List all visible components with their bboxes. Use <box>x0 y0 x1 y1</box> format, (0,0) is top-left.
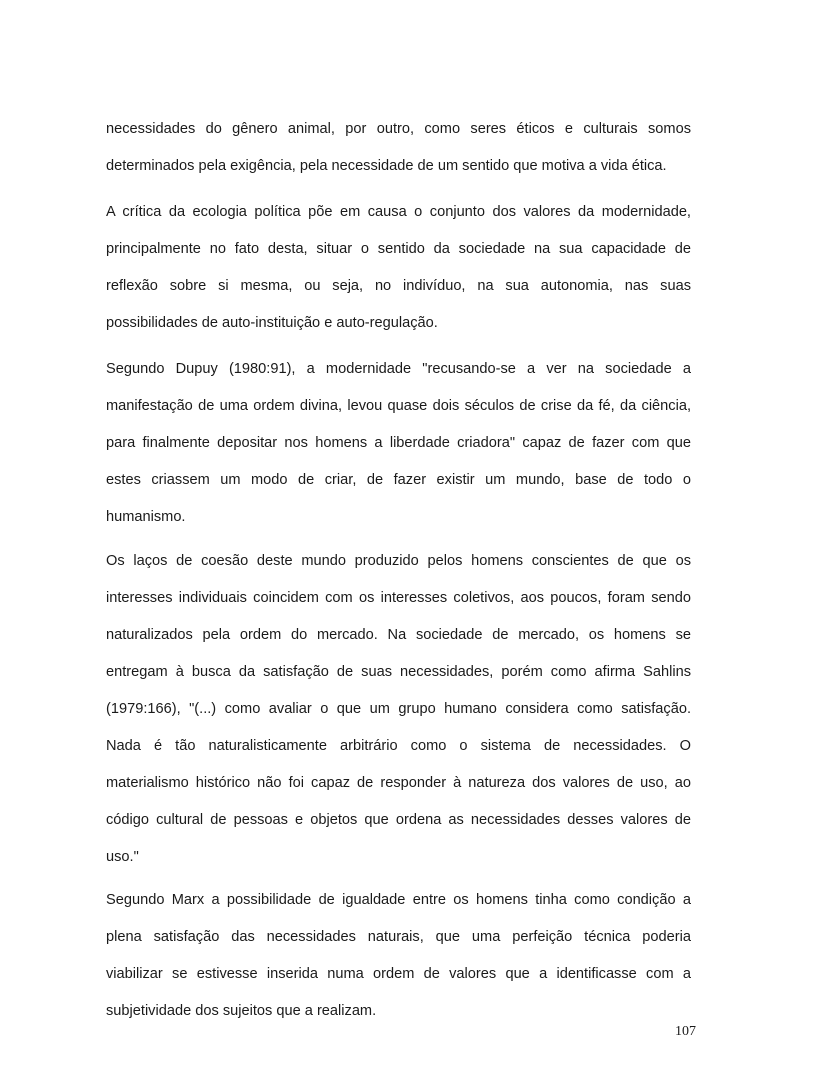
text-line: código cultural de pessoas e objetos que ordena as necessidades desses valores de <box>106 812 691 828</box>
text-line: materialismo histórico não foi capaz de responder à natureza dos valores de uso, ao <box>106 775 691 791</box>
text-line: para finalmente depositar nos homens a liberdade criadora" capaz de fazer com que <box>106 435 691 451</box>
text-line: manifestação de uma ordem divina, levou quase dois séculos de crise da fé, da ciência, <box>106 398 691 414</box>
text-line: uso." <box>106 849 139 865</box>
text-line: Os laços de coesão deste mundo produzido pelos homens conscientes de que os <box>106 553 691 569</box>
text-line: reflexão sobre si mesma, ou seja, no indivíduo, na sua autonomia, nas suas <box>106 278 691 294</box>
page-number: 107 <box>675 1024 696 1039</box>
text-line: estes criassem um modo de criar, de fazer existir um mundo, base de todo o <box>106 472 691 488</box>
text-line: interesses individuais coincidem com os interesses coletivos, aos poucos, foram sendo <box>106 590 691 606</box>
text-line: plena satisfação das necessidades naturais, que uma perfeição técnica poderia <box>106 929 691 945</box>
text-line: Nada é tão naturalisticamente arbitrário como o sistema de necessidades. O <box>106 738 691 754</box>
text-line: naturalizados pela ordem do mercado. Na sociedade de mercado, os homens se <box>106 627 691 643</box>
text-line: entregam à busca da satisfação de suas necessidades, porém como afirma Sahlins <box>106 664 691 680</box>
text-line: Segundo Marx a possibilidade de igualdade entre os homens tinha como condição a <box>106 892 691 908</box>
text-line: principalmente no fato desta, situar o sentido da sociedade na sua capacidade de <box>106 241 691 257</box>
text-line: A crítica da ecologia política põe em causa o conjunto dos valores da modernidade, <box>106 204 691 220</box>
text-line: possibilidades de auto-instituição e auto-regulação. <box>106 315 438 331</box>
text-line: necessidades do gênero animal, por outro, como seres éticos e culturais somos <box>106 121 691 137</box>
text-line: Segundo Dupuy (1980:91), a modernidade "recusando-se a ver na sociedade a <box>106 361 691 377</box>
text-line: (1979:166), "(...) como avaliar o que um grupo humano considera como satisfação. <box>106 701 691 717</box>
text-line: humanismo. <box>106 509 186 525</box>
text-line: viabilizar se estivesse inserida numa ordem de valores que a identificasse com a <box>106 966 691 982</box>
text-line: determinados pela exigência, pela necessidade de um sentido que motiva a vida ética. <box>106 158 667 174</box>
text-line: subjetividade dos sujeitos que a realizam. <box>106 1003 377 1019</box>
